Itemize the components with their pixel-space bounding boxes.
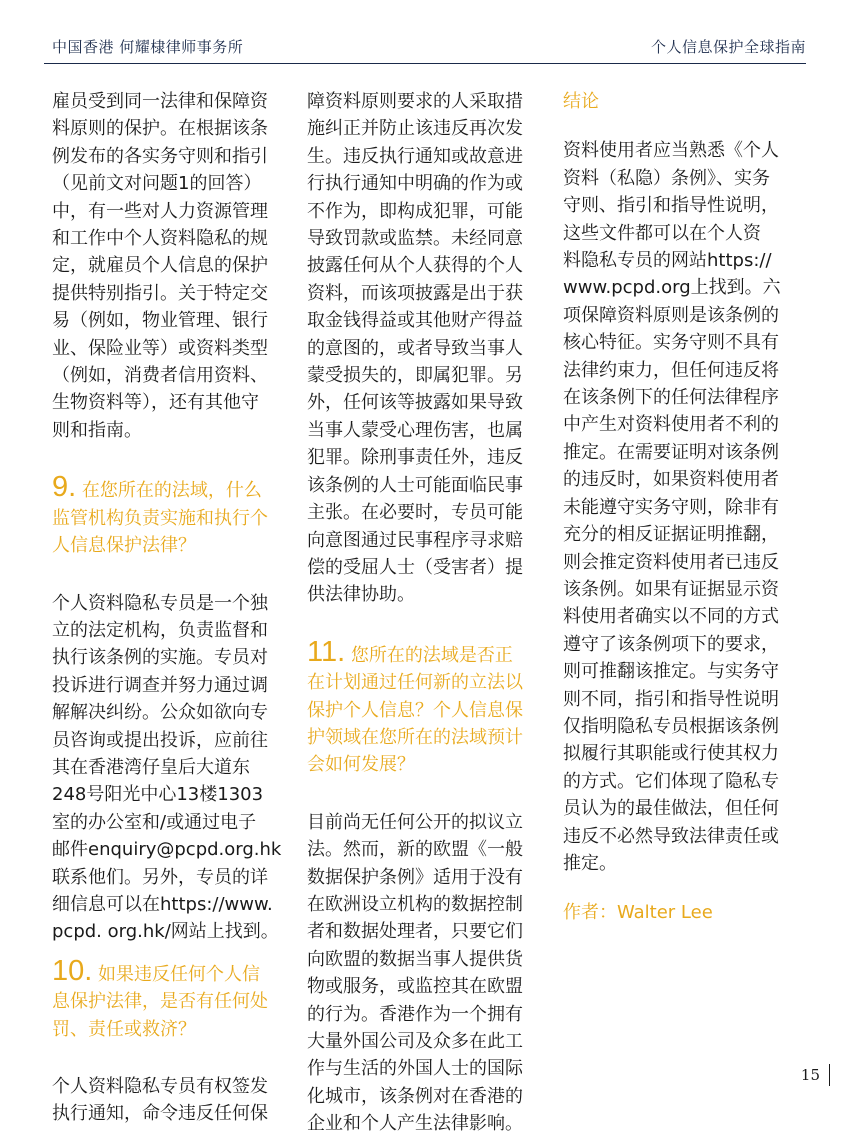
question-9	[52, 471, 302, 559]
page-number: 15	[800, 1066, 820, 1084]
page-number-divider	[829, 1064, 830, 1086]
header-divider	[44, 63, 806, 64]
question-9-number: 9.	[52, 471, 77, 504]
column-3	[563, 88, 813, 927]
question-11-text: 您所在的法域是否正 在计划通过任何新的立法以 保护个人信息？个人信息保 护领域在您所在的法域预计 会如何发展？	[307, 644, 523, 776]
section-heading-conclusion: 结论	[563, 91, 599, 112]
paragraph-conclusion: 资料使用者应当熟悉《个人 资料（私隐）条例》、实务 守则、指引和指导性说明， 这些文件都可以在个人资 料隐私专员的网站https:// www.pcpd.org上找到。六 项保障资料原则是该条例的 核心特征。实务守则不具有 法律约束力，但任何违反将 在该条例下的任何法律程序 中产生对资料使用者不利的 推定。在需要证明对该条例 的违反时，如果资料使用者 未能遵守实务守则，除非有 充分的相反证据证明推翻， 则会推定资料使用者已违反 该条例。如果有证据显示资 料使用者确实以不同的方式 遵守了该条例项下的要求， 则可推翻该推定。与实务守 则不同，指引和指导性说明 仅指明隐私专员根据该条例 拟履行其职能或行使其权力 的方式。它们体现了隐私专 员认为的最佳做法，但任何 违反不必然导致法律责任或 推定。	[563, 140, 781, 874]
question-11	[307, 635, 557, 779]
column-2	[307, 88, 557, 1138]
question-11-number: 11.	[307, 635, 346, 668]
question-10	[52, 954, 302, 1043]
question-10-text: 如果违反任何个人信 息保护法律，是否有任何处 罚、责任或救济？	[52, 963, 268, 1040]
paragraph-gdpr-impact: 目前尚无任何公开的拟议立 法。然而，新的欧盟《一般 数据保护条例》适用于没有 在欧洲设立机构的数据控制 者和数据处理者，只要它们 向欧盟的数据当事人提供货 物或服务，或监控其在欧盟 的行为。香港作为一个拥有 大量外国公司及众多在此工 作与生活的外国人士的国际 化城市，该条例对在香港的 企业和个人产生法律影响。	[307, 811, 523, 1135]
paragraph-penalties: 障资料原则要求的人采取措 施纠正并防止该违反再次发 生。违反执行通知或故意进 行执行通知中明确的作为或 不作为，即构成犯罪，可能 导致罚款或监禁。未经同意 披露任何从个人获得的个人 资料，而该项披露是出于获 取金钱得益或其他财产得益 的意图的，或者导致当事人 蒙受损失的，即属犯罪。另 外，任何该等披露如果导致 当事人蒙受心理伤害，也属 犯罪。除刑事责任外，违反 该条例的人士可能面临民事 主张。在必要时，专员可能 向意图通过民事程序寻求赔 偿的受屈人士（受害者）提 供法律协助。	[307, 91, 523, 606]
author-credit: 作者：Walter Lee	[563, 902, 713, 924]
header-firm-name: 中国香港 何耀棣律师事务所	[52, 38, 244, 56]
paragraph-employee-protection: 雇员受到同一法律和保障资 料原则的保护。在根据该条 例发布的各实务守则和指引 （见前文对问题1的回答） 中，有一些对人力资源管理 和工作中个人资料隐私的规 定，就雇员个人信息的保护 提供特别指引。关于特定交 易（例如，物业管理、银行 业、保险业等）或资料类型 （例如，消费者信用资料、 生物资料等），还有其他守 则和指南。	[52, 91, 268, 441]
column-1	[52, 88, 302, 1128]
question-10-number: 10.	[52, 954, 93, 987]
paragraph-enforcement-notice: 个人资料隐私专员有权签发 执行通知，命令违反任何保	[52, 1076, 268, 1125]
header-publication-title: 个人信息保护全球指南	[650, 38, 806, 56]
paragraph-privacy-commissioner: 个人资料隐私专员是一个独 立的法定机构，负责监督和 执行该条例的实施。专员对 投诉进行调查并努力通过调 解解决纠纷。公众如欲向专 员咨询或提出投诉，应前往 其在香港湾仔皇后大道东 248号阳光中心13楼1303 室的办公室和/或通过电子 邮件enquiry@pcpd.org.hk 联系他们。另外，专员的详 细信息可以在https://www. pcpd. org.hk/网站上找到。	[52, 592, 282, 943]
question-9-text: 在您所在的法域，什么 监管机构负责实施和执行个 人信息保护法律？	[52, 480, 268, 557]
